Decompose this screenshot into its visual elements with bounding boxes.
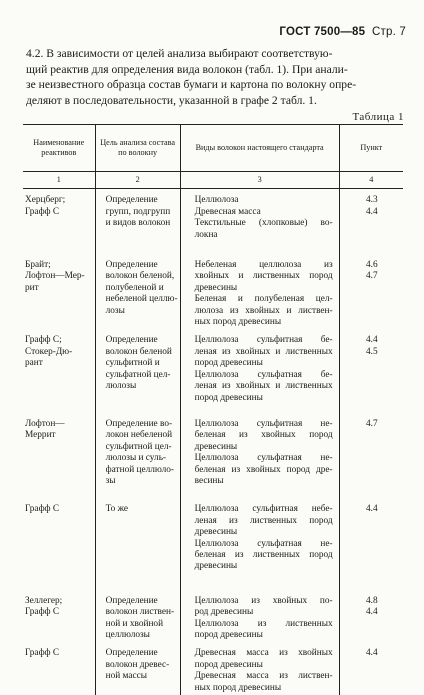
column-header-purpose: Цель анализа состава по волокну (95, 125, 180, 172)
fiber-line: пород древесины (194, 392, 263, 403)
reagent-line: Брайт; (25, 260, 51, 271)
fiber-line: пород древесины (194, 630, 263, 640)
table-row (23, 590, 403, 643)
point-number: 4.6 (366, 260, 378, 271)
reagent-line: Лофтон—Мер- (25, 271, 85, 282)
fiber-line: Текстильные (хлопковые) во- (194, 218, 333, 229)
fiber-line: Древесная масса из листвен- (194, 671, 333, 682)
fiber-line: ных пород древесины (194, 317, 282, 328)
row-spacer (23, 574, 403, 590)
purpose-line: фатной целлюло- (105, 464, 174, 475)
reagent-line: Зеллегер; (25, 595, 63, 606)
purpose-line: ной массы (105, 671, 147, 682)
reagent-line: Графф С; (25, 335, 62, 346)
fiber-line: Целлюлоза сульфитная бе- (194, 335, 333, 346)
purpose-line: целлюлозы (105, 630, 150, 640)
cell-point (339, 498, 403, 573)
reagent-line: рит (25, 282, 39, 293)
spacer-cell (339, 405, 403, 413)
intro-line: 4.2. В зависимости от целей анализа выбирают соответствую- (26, 47, 333, 60)
fiber-line: ных пород древесины (194, 682, 282, 693)
table-header-row (23, 125, 403, 172)
spacer-cell (95, 574, 180, 590)
cell-point (339, 189, 403, 242)
purpose-line: групп, подгрупп (105, 206, 171, 217)
table-row (23, 189, 403, 242)
intro-line: щий реактив для определения вида волокон (табл. 1). При анали- (26, 62, 348, 76)
spacer-cell (95, 405, 180, 413)
fiber-line: Целлюлоза сульфитная не- (194, 418, 333, 429)
purpose-line: волокон беленой, (105, 271, 175, 282)
purpose-line: Определение (105, 335, 158, 346)
spacer-cell (180, 488, 339, 498)
cell-fibers (180, 254, 339, 329)
cell-reagent (23, 590, 95, 643)
point-number: 4.7 (366, 271, 378, 282)
column-header-fibers: Виды волокон настоящего стандарта (180, 125, 339, 172)
fiber-line: беленая из хвойных пород дре- (194, 464, 333, 475)
reagent-line: Стокер-Дю- (25, 346, 73, 357)
cell-fibers (180, 189, 339, 242)
cell-fibers (180, 413, 339, 488)
table-row (23, 642, 403, 695)
cell-purpose (95, 329, 180, 404)
fiber-line: Целлюлоза сульфатная не- (194, 538, 333, 549)
fiber-line: Целлюлоза сульфатная бе- (194, 369, 333, 380)
fiber-line: беленая из хвойных пород (194, 430, 333, 441)
cell-point (339, 642, 403, 695)
spacer-cell (23, 242, 95, 254)
reagent-line: Графф С (25, 607, 60, 618)
purpose-line: зы (105, 475, 116, 486)
purpose-line: и видов волокон (105, 218, 171, 229)
spacer-cell (95, 242, 180, 254)
point-number: 4.4 (366, 607, 378, 618)
purpose-line: люлозы и суль- (105, 453, 167, 464)
cell-fibers (180, 329, 339, 404)
fiber-line: древесины (194, 282, 238, 293)
purpose-line: Определение (105, 648, 158, 659)
spacer-cell (23, 488, 95, 498)
cell-purpose (95, 498, 180, 573)
page-number: Стр. 7 (372, 26, 406, 38)
reagent-line: Лофтон— (25, 418, 65, 429)
column-number: 4 (339, 172, 403, 189)
purpose-line: Определение (105, 595, 158, 606)
fiber-line: древесины (194, 527, 238, 538)
fiber-line: Древесная масса (194, 206, 261, 217)
fiber-line: Целлюлоза из лиственных (194, 618, 333, 629)
point-number: 4.7 (366, 418, 378, 429)
intro-line: деляют в последовательности, указанной в графе 2 табл. 1. (26, 93, 317, 107)
table-row (23, 254, 403, 329)
cell-fibers (180, 590, 339, 643)
intro-line: зе неизвестного образца состав бумаги и картона по волокну опре- (26, 78, 357, 92)
fiber-line: род древесины (194, 607, 254, 618)
reagent-line: рант (25, 358, 43, 369)
cell-point (339, 590, 403, 643)
purpose-line: Определение во- (105, 418, 173, 429)
purpose-line: Определение (105, 260, 158, 271)
purpose-line: волокон беленой (105, 346, 172, 357)
fiber-line: пород древесины (194, 659, 263, 670)
cell-reagent (23, 254, 95, 329)
purpose-line: ной и хвойной (105, 618, 164, 629)
cell-point (339, 329, 403, 404)
table-body (23, 189, 403, 695)
row-spacer (23, 405, 403, 413)
cell-fibers (180, 498, 339, 573)
fiber-line: леная из хвойных и лиственных (194, 346, 333, 357)
cell-reagent (23, 413, 95, 488)
reagent-line: Меррит (25, 430, 56, 441)
table-caption: Таблица 1 (352, 111, 404, 123)
spacer-cell (95, 488, 180, 498)
table-row (23, 498, 403, 573)
fiber-line: Целлюлоза сульфитная небе- (194, 504, 333, 515)
purpose-line: сульфатной цел- (105, 369, 171, 380)
cell-point (339, 413, 403, 488)
column-number-row (23, 172, 403, 189)
point-number: 4.5 (366, 346, 378, 357)
cell-purpose (95, 642, 180, 695)
fiber-line: Целлюлоза (194, 195, 239, 206)
cell-reagent (23, 329, 95, 404)
cell-purpose (95, 413, 180, 488)
fiber-line: Целлюлоза сульфатная не- (194, 453, 333, 464)
cell-reagent (23, 189, 95, 242)
reagent-line: Графф С (25, 504, 60, 515)
reagents-table (23, 124, 403, 695)
purpose-line: То же (105, 504, 129, 515)
standard-number: ГОСТ 7500—85 (279, 26, 366, 38)
intro-paragraph (26, 46, 398, 108)
purpose-line: полубеленой и (105, 282, 164, 293)
purpose-line: лозы (105, 305, 125, 316)
fiber-line: Древесная масса из хвойных (194, 648, 333, 659)
fiber-line: локна (194, 229, 218, 240)
fiber-line: леная из лиственных пород (194, 515, 333, 526)
fiber-line: беленая из лиственных пород (194, 549, 333, 560)
point-number: 4.4 (366, 504, 378, 515)
fiber-line: Небеленая целлюлоза из (194, 260, 333, 271)
spacer-cell (180, 242, 339, 254)
fiber-line: люлоза из хвойных и листвен- (194, 305, 333, 316)
page-header (279, 26, 406, 38)
column-header-reagent: Наименование реактивов (23, 125, 95, 172)
reagent-line: Херцберг; (25, 195, 66, 206)
purpose-line: сульфитной цел- (105, 441, 172, 452)
fiber-line: хвойных и лиственных пород (194, 271, 333, 282)
point-number: 4.8 (366, 595, 378, 606)
table-row (23, 413, 403, 488)
reagent-line: Графф С (25, 206, 60, 217)
cell-fibers (180, 642, 339, 695)
purpose-line: Определение (105, 195, 158, 206)
purpose-line: волокон древес- (105, 659, 170, 670)
column-number: 1 (23, 172, 95, 189)
point-number: 4.4 (366, 648, 378, 659)
cell-purpose (95, 590, 180, 643)
cell-purpose (95, 254, 180, 329)
column-number: 2 (95, 172, 180, 189)
fiber-line: древесины (194, 441, 238, 452)
point-number: 4.4 (366, 335, 378, 346)
table-row (23, 329, 403, 404)
spacer-cell (180, 405, 339, 413)
reagent-line: Графф С (25, 648, 60, 659)
spacer-cell (339, 488, 403, 498)
purpose-line: небеленой целлю- (105, 294, 178, 305)
fiber-line: Беленая и полубеленая цел- (194, 294, 333, 305)
column-number: 3 (180, 172, 339, 189)
spacer-cell (339, 242, 403, 254)
point-number: 4.3 (366, 195, 378, 206)
row-spacer (23, 242, 403, 254)
cell-point (339, 254, 403, 329)
spacer-cell (180, 574, 339, 590)
spacer-cell (23, 405, 95, 413)
fiber-line: древесины (194, 561, 238, 572)
cell-reagent (23, 498, 95, 573)
fiber-line: леная из хвойных и лиственных (194, 381, 333, 392)
cell-purpose (95, 189, 180, 242)
fiber-line: Целлюлоза из хвойных по- (194, 595, 333, 606)
spacer-cell (339, 574, 403, 590)
point-number: 4.4 (366, 206, 378, 217)
row-spacer (23, 488, 403, 498)
purpose-line: локон небеленой (105, 430, 173, 441)
fiber-line: весины (194, 475, 224, 486)
fiber-line: пород древесины (194, 358, 263, 369)
purpose-line: волокон листвен- (105, 607, 175, 618)
column-header-point: Пункт (339, 125, 403, 172)
spacer-cell (23, 574, 95, 590)
purpose-line: сульфитной и (105, 358, 160, 369)
cell-reagent (23, 642, 95, 695)
purpose-line: люлозы (105, 381, 137, 392)
